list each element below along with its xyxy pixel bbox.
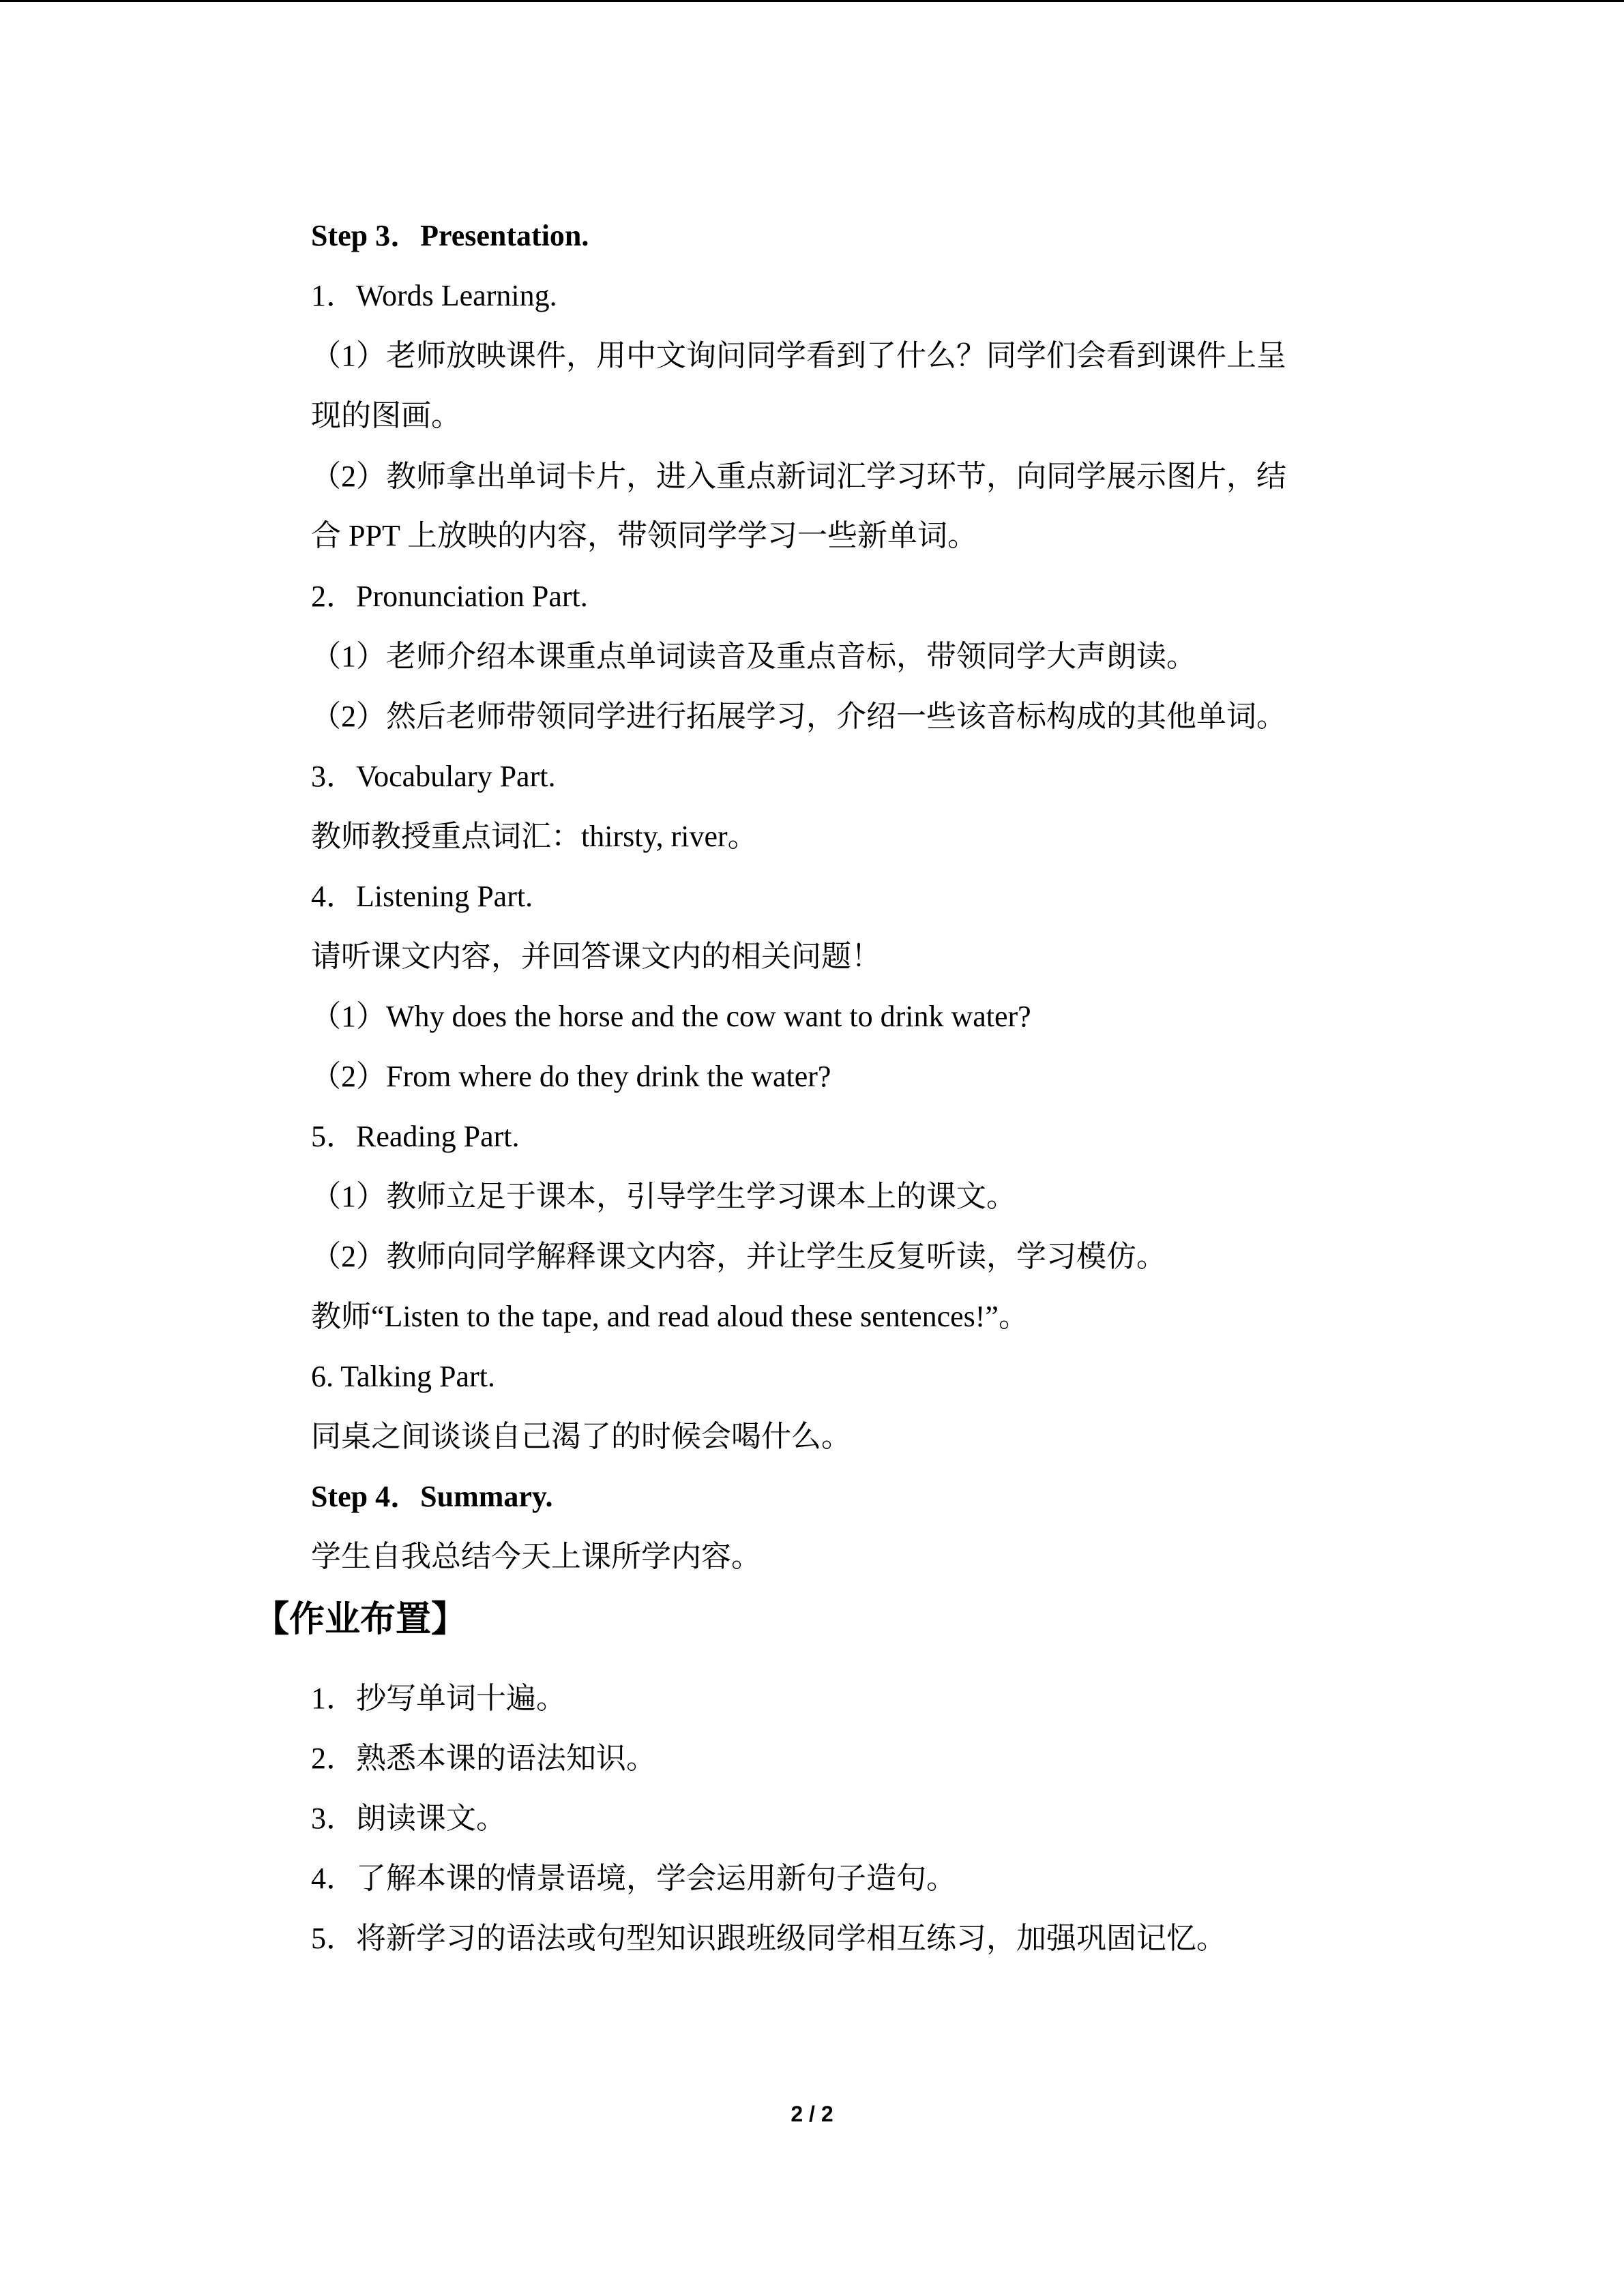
listening-question-2: （2）From where do they drink the water? [311,1060,831,1093]
vocabulary-title: 3．Vocabulary Part. [311,760,556,793]
homework-item-3: 3．朗读课文。 [311,1802,506,1835]
homework-item-5: 5．将新学习的语法或句型知识跟班级同学相互练习，加强巩固记忆。 [311,1922,1226,1955]
talking-text: 同桌之间谈谈自己渴了的时候会喝什么。 [311,1420,851,1453]
homework-item-4: 4．了解本课的情景语境，学会运用新句子造句。 [311,1862,956,1895]
talking-title: 6. Talking Part. [311,1360,495,1393]
pronunciation-title: 2．Pronunciation Part. [311,580,588,613]
pronunciation-item-1: （1）老师介绍本课重点单词读音及重点音标，带领同学大声朗读。 [311,640,1196,673]
homework-item-1: 1．抄写单词十遍。 [311,1682,566,1715]
reading-teacher-instruction: 教师“Listen to the tape, and read aloud these sentences!”。 [311,1300,1029,1333]
homework-item-2: 2．熟悉本课的语法知识。 [311,1742,656,1775]
reading-item-2: （2）教师向同学解释课文内容，并让学生反复听读，学习模仿。 [311,1240,1166,1273]
summary-text: 学生自我总结今天上课所学内容。 [311,1540,761,1573]
words-learning-item-2-line-1: （2）教师拿出单词卡片，进入重点新词汇学习环节，向同学展示图片，结 [311,460,1286,493]
step-3-heading: Step 3．Presentation. [311,219,589,252]
step-4-heading: Step 4．Summary. [311,1480,553,1513]
listening-instruction: 请听课文内容，并回答课文内的相关问题！ [311,940,881,973]
vocabulary-text: 教师教授重点词汇：thirsty, river。 [311,820,758,853]
page-number: 2 / 2 [791,2102,833,2126]
reading-item-1: （1）教师立足于课本，引导学生学习课本上的课文。 [311,1180,1016,1213]
words-learning-item-1-line-1: （1）老师放映课件，用中文询问同学看到了什么？同学们会看到课件上呈 [311,339,1286,372]
listening-question-1: （1）Why does the horse and the cow want to drink water? [311,1000,1031,1033]
reading-title: 5．Reading Part. [311,1120,520,1153]
words-learning-item-2-line-2: 合 PPT 上放映的内容，带领同学学习一些新单词。 [311,519,978,552]
listening-title: 4．Listening Part. [311,880,533,913]
words-learning-title: 1．Words Learning. [311,279,557,312]
words-learning-item-1-line-2: 现的图画。 [311,399,461,432]
homework-heading: 【作业布置】 [254,1599,467,1640]
pronunciation-item-2: （2）然后老师带领同学进行拓展学习，介绍一些该音标构成的其他单词。 [311,700,1286,733]
